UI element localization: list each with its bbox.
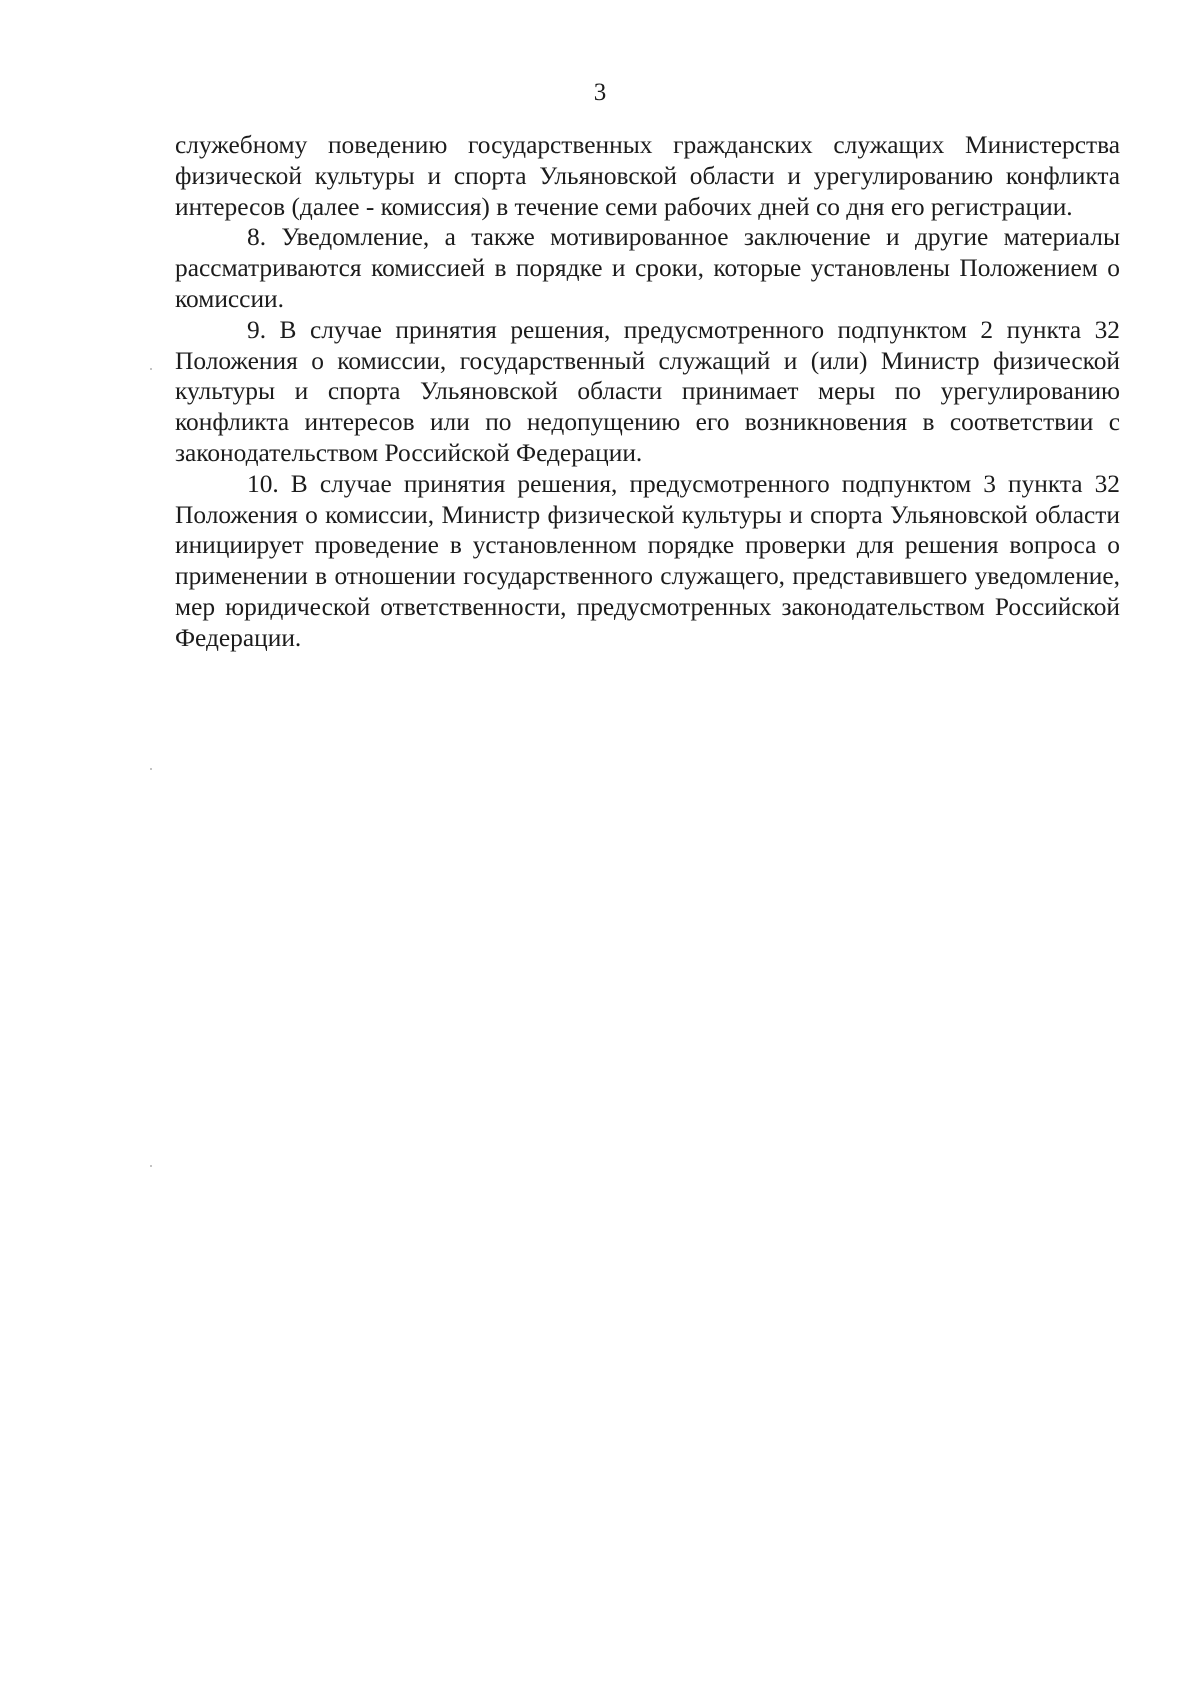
scan-speck [150, 368, 152, 370]
paragraph-item-9: 9. В случае принятия решения, предусмотренного подпунктом 2 пункта 32 Положения о комиссии, государственный служащий и (или) Министр физической культуры и спорта Ульяновской области принимает меры по урегулированию конфликта интересов или по недопущению его возникновения в соответствии с законодательством Российской Федерации. [175, 315, 1120, 467]
scan-speck [150, 1165, 152, 1167]
page-number: 3 [593, 79, 607, 106]
scan-speck [150, 768, 152, 770]
paragraph-item-8: 8. Уведомление, а также мотивированное заключение и другие материалы рассматриваются комиссией в порядке и сроки, которые установлены Положением о комиссии. [175, 223, 1120, 313]
paragraph-continuation: служебному поведению государственных гражданских служащих Министерства физической культуры и спорта Ульяновской области и урегулированию конфликта интересов (далее - комиссия) в течение семи рабочих дней со дня его регистрации. [175, 131, 1120, 221]
paragraph-item-10: 10. В случае принятия решения, предусмотренного подпунктом 3 пункта 32 Положения о комиссии, Министр физической культуры и спорта Ульяновской области инициирует проведение в установленном порядке проверки для решения вопроса о применении в отношении государственного служащего, представившего уведомление, мер юридической ответственности, предусмотренных законодательством Российской Федерации. [175, 469, 1120, 652]
document-body [175, 130, 1120, 654]
